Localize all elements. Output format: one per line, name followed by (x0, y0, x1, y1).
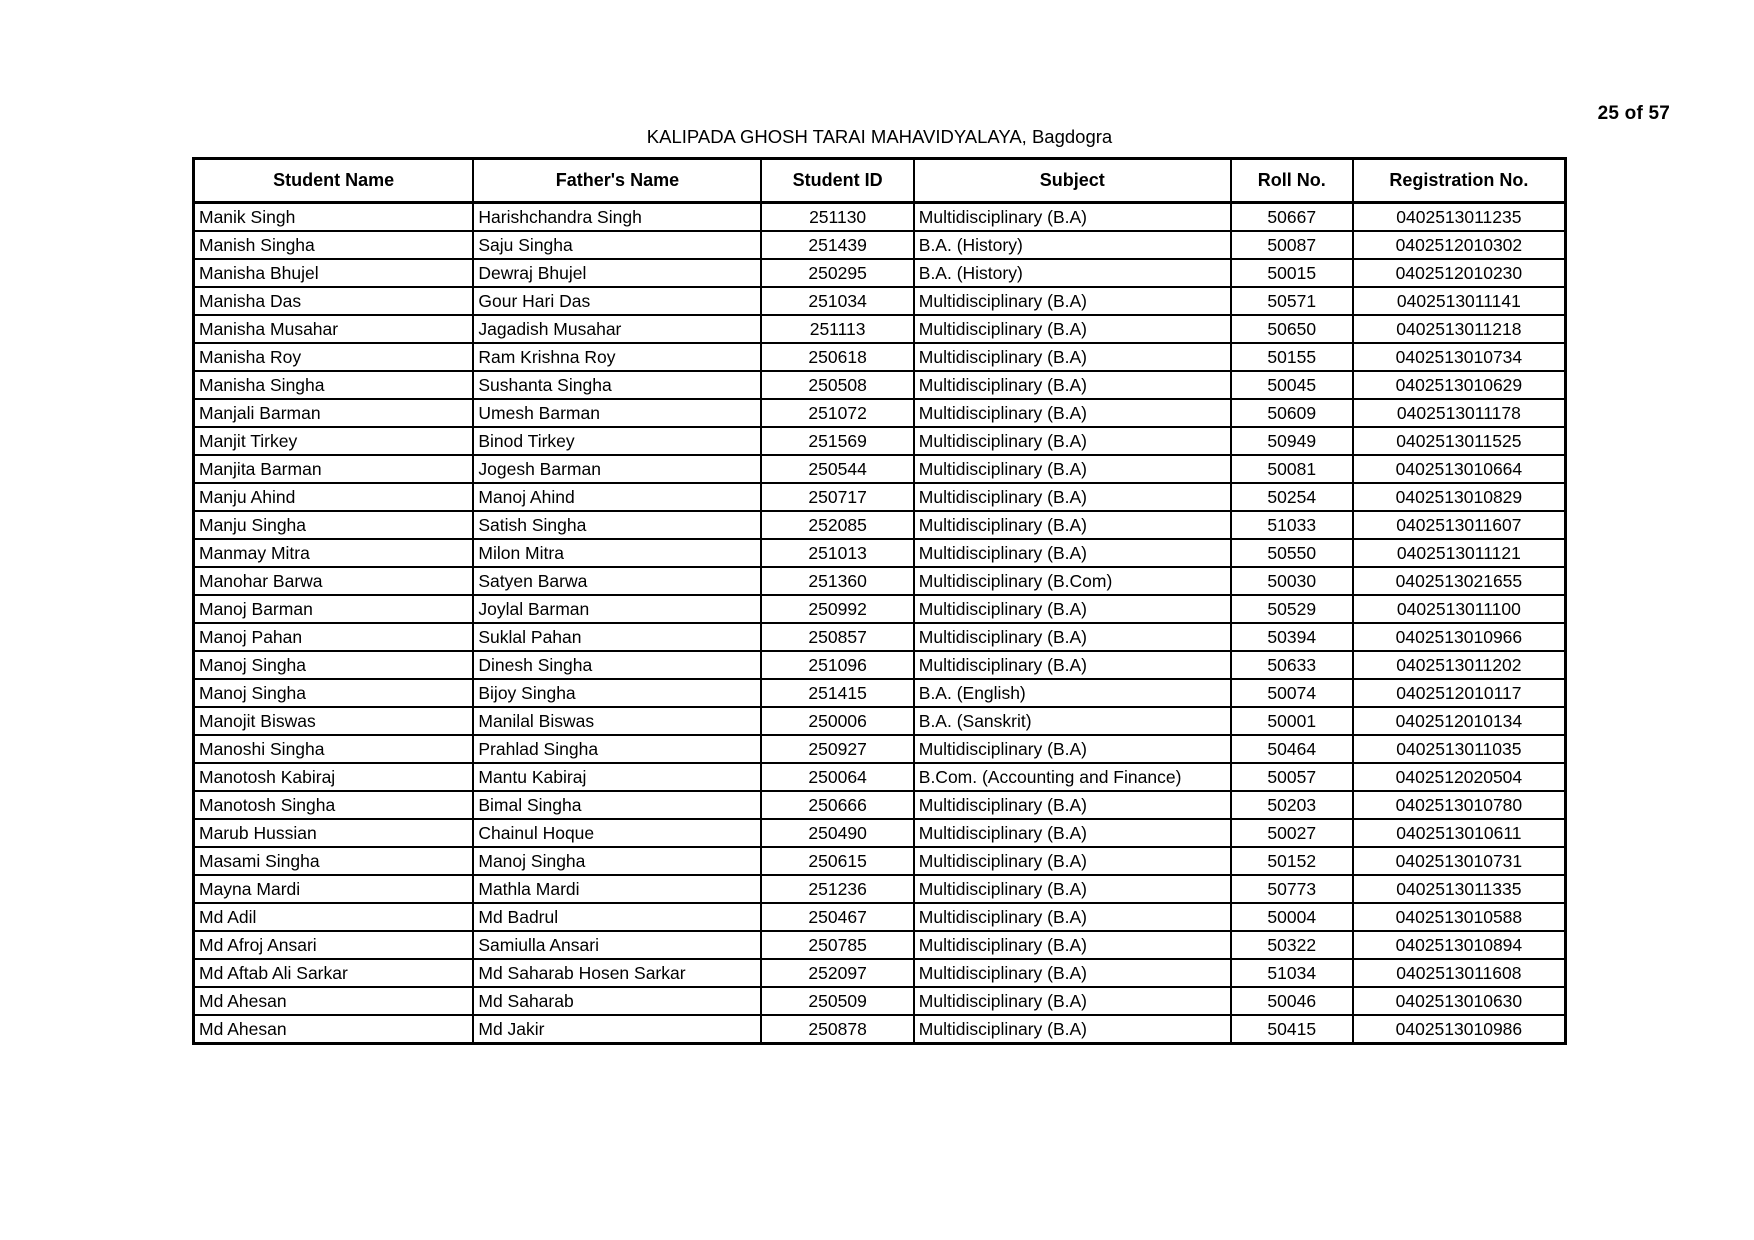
cell-registration-no: 0402513010894 (1353, 931, 1566, 959)
cell-roll-no: 51033 (1231, 511, 1353, 539)
header-row (194, 159, 1566, 203)
cell-roll-no: 50322 (1231, 931, 1353, 959)
cell-subject: Multidisciplinary (B.A) (914, 511, 1231, 539)
cell-student-name: Manjali Barman (194, 399, 474, 427)
cell-student-name: Md Ahesan (194, 987, 474, 1015)
cell-roll-no: 50081 (1231, 455, 1353, 483)
cell-roll-no: 50152 (1231, 847, 1353, 875)
cell-subject: Multidisciplinary (B.A) (914, 1015, 1231, 1044)
student-table-body (194, 203, 1566, 1044)
cell-student-name: Manju Ahind (194, 483, 474, 511)
cell-registration-no: 0402513010611 (1353, 819, 1566, 847)
cell-roll-no: 50650 (1231, 315, 1353, 343)
cell-student-name: Manik Singh (194, 203, 474, 232)
cell-student-name: Md Ahesan (194, 1015, 474, 1044)
cell-subject: B.A. (History) (914, 259, 1231, 287)
cell-student-id: 251415 (761, 679, 913, 707)
cell-student-id: 250544 (761, 455, 913, 483)
cell-registration-no: 0402513011141 (1353, 287, 1566, 315)
cell-subject: Multidisciplinary (B.A) (914, 483, 1231, 511)
cell-roll-no: 50030 (1231, 567, 1353, 595)
cell-student-name: Manoj Singha (194, 679, 474, 707)
cell-fathers-name: Md Saharab (473, 987, 761, 1015)
cell-registration-no: 0402513011035 (1353, 735, 1566, 763)
cell-subject: Multidisciplinary (B.A) (914, 287, 1231, 315)
cell-student-name: Manjita Barman (194, 455, 474, 483)
table-row (194, 819, 1566, 847)
cell-student-name: Md Aftab Ali Sarkar (194, 959, 474, 987)
cell-registration-no: 0402513010664 (1353, 455, 1566, 483)
table-row (194, 847, 1566, 875)
cell-roll-no: 50529 (1231, 595, 1353, 623)
cell-registration-no: 0402513010780 (1353, 791, 1566, 819)
table-row (194, 203, 1566, 232)
cell-student-id: 252085 (761, 511, 913, 539)
cell-student-name: Manoj Singha (194, 651, 474, 679)
cell-roll-no: 50773 (1231, 875, 1353, 903)
cell-registration-no: 0402512010134 (1353, 707, 1566, 735)
table-row (194, 371, 1566, 399)
table-row (194, 539, 1566, 567)
cell-subject: Multidisciplinary (B.A) (914, 875, 1231, 903)
table-row (194, 679, 1566, 707)
cell-subject: Multidisciplinary (B.A) (914, 903, 1231, 931)
cell-student-id: 251013 (761, 539, 913, 567)
table-row (194, 483, 1566, 511)
cell-registration-no: 0402513010629 (1353, 371, 1566, 399)
cell-student-name: Md Afroj Ansari (194, 931, 474, 959)
cell-subject: Multidisciplinary (B.A) (914, 343, 1231, 371)
cell-student-name: Manoj Barman (194, 595, 474, 623)
cell-student-id: 251034 (761, 287, 913, 315)
cell-subject: B.A. (History) (914, 231, 1231, 259)
cell-student-name: Manju Singha (194, 511, 474, 539)
cell-roll-no: 50155 (1231, 343, 1353, 371)
cell-student-id: 250785 (761, 931, 913, 959)
cell-fathers-name: Dewraj Bhujel (473, 259, 761, 287)
page-number: 25 of 57 (1597, 103, 1670, 124)
table-row (194, 623, 1566, 651)
cell-fathers-name: Sushanta Singha (473, 371, 761, 399)
cell-student-id: 250064 (761, 763, 913, 791)
table-row (194, 1015, 1566, 1044)
column-header-student-name: Student Name (194, 159, 474, 203)
table-row (194, 231, 1566, 259)
cell-fathers-name: Harishchandra Singh (473, 203, 761, 232)
cell-student-name: Manoshi Singha (194, 735, 474, 763)
table-row (194, 651, 1566, 679)
table-row (194, 511, 1566, 539)
table-row (194, 315, 1566, 343)
cell-roll-no: 50949 (1231, 427, 1353, 455)
cell-student-id: 251113 (761, 315, 913, 343)
table-row (194, 567, 1566, 595)
cell-student-id: 251360 (761, 567, 913, 595)
cell-fathers-name: Dinesh Singha (473, 651, 761, 679)
table-row (194, 399, 1566, 427)
cell-subject: Multidisciplinary (B.A) (914, 371, 1231, 399)
cell-fathers-name: Umesh Barman (473, 399, 761, 427)
cell-fathers-name: Samiulla Ansari (473, 931, 761, 959)
table-row (194, 987, 1566, 1015)
cell-roll-no: 50015 (1231, 259, 1353, 287)
cell-roll-no: 50001 (1231, 707, 1353, 735)
cell-fathers-name: Md Saharab Hosen Sarkar (473, 959, 761, 987)
cell-student-id: 251130 (761, 203, 913, 232)
cell-registration-no: 0402512010230 (1353, 259, 1566, 287)
cell-student-id: 250717 (761, 483, 913, 511)
cell-subject: Multidisciplinary (B.A) (914, 203, 1231, 232)
cell-registration-no: 0402513010829 (1353, 483, 1566, 511)
cell-fathers-name: Mantu Kabiraj (473, 763, 761, 791)
cell-roll-no: 50045 (1231, 371, 1353, 399)
cell-student-id: 251072 (761, 399, 913, 427)
cell-subject: Multidisciplinary (B.A) (914, 959, 1231, 987)
cell-registration-no: 0402512010302 (1353, 231, 1566, 259)
cell-subject: Multidisciplinary (B.A) (914, 987, 1231, 1015)
cell-student-name: Manisha Singha (194, 371, 474, 399)
cell-fathers-name: Saju Singha (473, 231, 761, 259)
cell-student-name: Md Adil (194, 903, 474, 931)
table-row (194, 791, 1566, 819)
cell-student-id: 251236 (761, 875, 913, 903)
cell-student-id: 250857 (761, 623, 913, 651)
cell-roll-no: 50203 (1231, 791, 1353, 819)
table-row (194, 763, 1566, 791)
cell-registration-no: 0402513011608 (1353, 959, 1566, 987)
table-row (194, 875, 1566, 903)
cell-registration-no: 0402513011607 (1353, 511, 1566, 539)
cell-subject: Multidisciplinary (B.A) (914, 651, 1231, 679)
table-row (194, 343, 1566, 371)
cell-fathers-name: Mathla Mardi (473, 875, 761, 903)
cell-registration-no: 0402513011100 (1353, 595, 1566, 623)
cell-subject: Multidisciplinary (B.A) (914, 539, 1231, 567)
cell-subject: Multidisciplinary (B.A) (914, 455, 1231, 483)
cell-student-id: 250615 (761, 847, 913, 875)
cell-student-id: 251439 (761, 231, 913, 259)
cell-roll-no: 50394 (1231, 623, 1353, 651)
cell-fathers-name: Joylal Barman (473, 595, 761, 623)
cell-student-id: 250509 (761, 987, 913, 1015)
cell-fathers-name: Bijoy Singha (473, 679, 761, 707)
cell-registration-no: 0402513011218 (1353, 315, 1566, 343)
table-row (194, 595, 1566, 623)
cell-student-name: Manisha Das (194, 287, 474, 315)
cell-registration-no: 0402513011178 (1353, 399, 1566, 427)
cell-fathers-name: Manilal Biswas (473, 707, 761, 735)
cell-fathers-name: Satyen Barwa (473, 567, 761, 595)
cell-registration-no: 0402512010117 (1353, 679, 1566, 707)
cell-student-name: Masami Singha (194, 847, 474, 875)
table-row (194, 455, 1566, 483)
cell-subject: Multidisciplinary (B.A) (914, 399, 1231, 427)
cell-student-name: Manoj Pahan (194, 623, 474, 651)
cell-student-id: 250927 (761, 735, 913, 763)
cell-student-id: 250618 (761, 343, 913, 371)
cell-subject: B.A. (Sanskrit) (914, 707, 1231, 735)
cell-roll-no: 50667 (1231, 203, 1353, 232)
cell-roll-no: 50609 (1231, 399, 1353, 427)
cell-roll-no: 50464 (1231, 735, 1353, 763)
table-header (194, 159, 1566, 203)
cell-student-id: 251096 (761, 651, 913, 679)
cell-registration-no: 0402513010986 (1353, 1015, 1566, 1044)
table-row (194, 903, 1566, 931)
cell-registration-no: 0402513010630 (1353, 987, 1566, 1015)
table-row (194, 707, 1566, 735)
cell-fathers-name: Ram Krishna Roy (473, 343, 761, 371)
cell-subject: Multidisciplinary (B.A) (914, 623, 1231, 651)
cell-fathers-name: Chainul Hoque (473, 819, 761, 847)
cell-student-name: Manisha Bhujel (194, 259, 474, 287)
table-row (194, 931, 1566, 959)
page-title: KALIPADA GHOSH TARAI MAHAVIDYALAYA, Bagdogra (646, 126, 1113, 147)
cell-student-name: Manotosh Kabiraj (194, 763, 474, 791)
cell-registration-no: 0402513010588 (1353, 903, 1566, 931)
cell-roll-no: 50571 (1231, 287, 1353, 315)
cell-fathers-name: Bimal Singha (473, 791, 761, 819)
table-row (194, 259, 1566, 287)
cell-roll-no: 50046 (1231, 987, 1353, 1015)
cell-roll-no: 50087 (1231, 231, 1353, 259)
cell-fathers-name: Md Jakir (473, 1015, 761, 1044)
cell-fathers-name: Manoj Singha (473, 847, 761, 875)
table-row (194, 735, 1566, 763)
cell-student-name: Manojit Biswas (194, 707, 474, 735)
cell-subject: Multidisciplinary (B.A) (914, 791, 1231, 819)
cell-student-name: Manohar Barwa (194, 567, 474, 595)
cell-registration-no: 0402513021655 (1353, 567, 1566, 595)
cell-subject: Multidisciplinary (B.A) (914, 931, 1231, 959)
cell-student-id: 250467 (761, 903, 913, 931)
cell-fathers-name: Suklal Pahan (473, 623, 761, 651)
cell-subject: Multidisciplinary (B.A) (914, 847, 1231, 875)
cell-student-id: 250878 (761, 1015, 913, 1044)
column-header-subject: Subject (914, 159, 1231, 203)
cell-student-id: 250295 (761, 259, 913, 287)
cell-roll-no: 51034 (1231, 959, 1353, 987)
column-header-fathers-name: Father's Name (473, 159, 761, 203)
cell-student-id: 250006 (761, 707, 913, 735)
cell-student-name: Manisha Musahar (194, 315, 474, 343)
cell-subject: Multidisciplinary (B.A) (914, 427, 1231, 455)
cell-student-id: 251569 (761, 427, 913, 455)
cell-student-name: Manotosh Singha (194, 791, 474, 819)
cell-fathers-name: Satish Singha (473, 511, 761, 539)
cell-student-name: Mayna Mardi (194, 875, 474, 903)
cell-fathers-name: Jagadish Musahar (473, 315, 761, 343)
cell-registration-no: 0402513011335 (1353, 875, 1566, 903)
cell-roll-no: 50004 (1231, 903, 1353, 931)
cell-registration-no: 0402513010731 (1353, 847, 1566, 875)
column-header-student-id: Student ID (761, 159, 913, 203)
cell-registration-no: 0402513011235 (1353, 203, 1566, 232)
cell-subject: B.Com. (Accounting and Finance) (914, 763, 1231, 791)
cell-fathers-name: Prahlad Singha (473, 735, 761, 763)
column-header-registration-no: Registration No. (1353, 159, 1566, 203)
cell-fathers-name: Manoj Ahind (473, 483, 761, 511)
cell-subject: Multidisciplinary (B.A) (914, 315, 1231, 343)
cell-subject: Multidisciplinary (B.A) (914, 735, 1231, 763)
column-header-roll-no: Roll No. (1231, 159, 1353, 203)
cell-registration-no: 0402513010734 (1353, 343, 1566, 371)
cell-roll-no: 50074 (1231, 679, 1353, 707)
cell-registration-no: 0402513011202 (1353, 651, 1566, 679)
cell-student-id: 250992 (761, 595, 913, 623)
cell-student-name: Manisha Roy (194, 343, 474, 371)
cell-student-id: 250666 (761, 791, 913, 819)
cell-fathers-name: Md Badrul (473, 903, 761, 931)
table-row (194, 427, 1566, 455)
cell-registration-no: 0402513010966 (1353, 623, 1566, 651)
cell-student-name: Manjit Tirkey (194, 427, 474, 455)
cell-student-id: 250490 (761, 819, 913, 847)
cell-student-id: 252097 (761, 959, 913, 987)
cell-registration-no: 0402513011525 (1353, 427, 1566, 455)
cell-roll-no: 50057 (1231, 763, 1353, 791)
cell-registration-no: 0402512020504 (1353, 763, 1566, 791)
cell-fathers-name: Gour Hari Das (473, 287, 761, 315)
table-row (194, 959, 1566, 987)
cell-roll-no: 50027 (1231, 819, 1353, 847)
cell-student-name: Marub Hussian (194, 819, 474, 847)
cell-fathers-name: Milon Mitra (473, 539, 761, 567)
cell-subject: Multidisciplinary (B.A) (914, 819, 1231, 847)
cell-roll-no: 50254 (1231, 483, 1353, 511)
cell-student-name: Manish Singha (194, 231, 474, 259)
cell-fathers-name: Binod Tirkey (473, 427, 761, 455)
cell-subject: Multidisciplinary (B.A) (914, 595, 1231, 623)
cell-fathers-name: Jogesh Barman (473, 455, 761, 483)
cell-subject: Multidisciplinary (B.Com) (914, 567, 1231, 595)
cell-student-id: 250508 (761, 371, 913, 399)
cell-roll-no: 50550 (1231, 539, 1353, 567)
cell-registration-no: 0402513011121 (1353, 539, 1566, 567)
cell-roll-no: 50633 (1231, 651, 1353, 679)
cell-subject: B.A. (English) (914, 679, 1231, 707)
cell-student-name: Manmay Mitra (194, 539, 474, 567)
cell-roll-no: 50415 (1231, 1015, 1353, 1044)
student-table (192, 157, 1567, 1045)
table-row (194, 287, 1566, 315)
